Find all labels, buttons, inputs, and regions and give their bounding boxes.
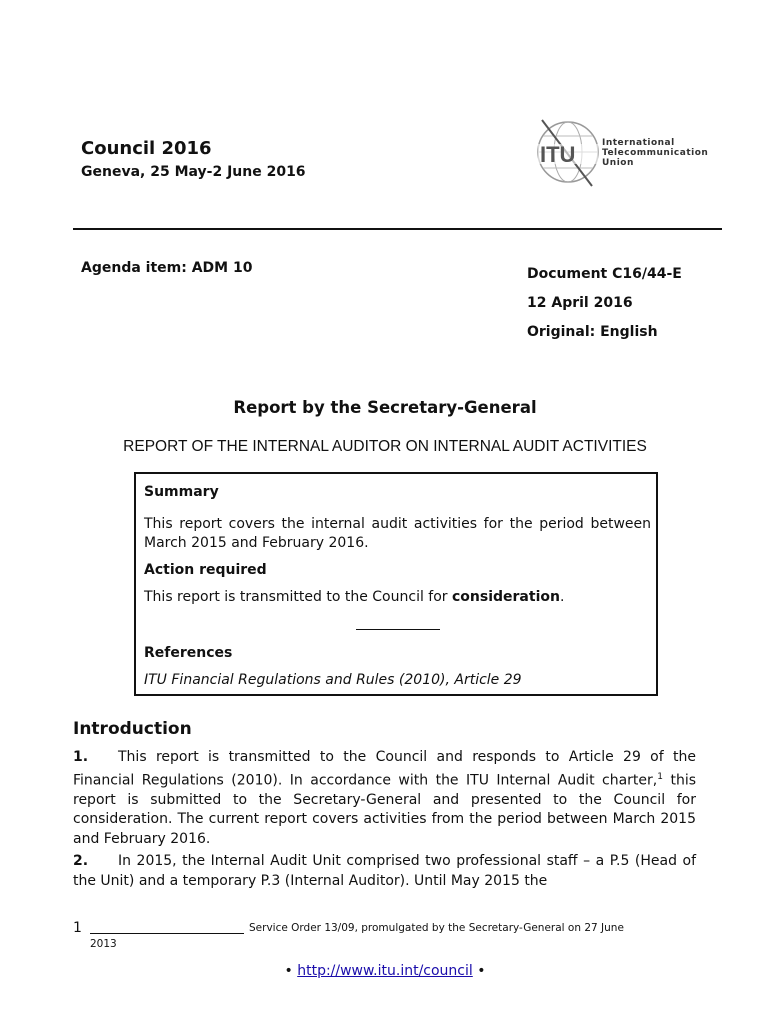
report-subject: REPORT OF THE INTERNAL AUDITOR ON INTERNAL AUDIT ACTIVITIES (123, 438, 647, 455)
references-heading: References (144, 645, 233, 661)
footnote-text-continued: 2013 (90, 938, 117, 950)
logo-line: Telecommunication (602, 148, 709, 158)
footnote-number: 1 (73, 920, 82, 936)
references-text: ITU Financial Regulations and Rules (2010), Article 29 (144, 672, 522, 688)
document-number: Document C16/44-E (527, 266, 682, 282)
summary-heading: Summary (144, 484, 219, 500)
header-divider (73, 228, 722, 230)
council-title: Council 2016 (81, 138, 212, 159)
bullet-icon: • (477, 963, 486, 979)
footnote-ref[interactable]: 1 (657, 771, 663, 782)
summary-box (134, 472, 658, 696)
itu-logo-acronym: ITU (540, 142, 576, 167)
document-original-language: Original: English (527, 324, 658, 340)
footer (0, 963, 770, 979)
action-text: This report is transmitted to the Council for consideration. (144, 589, 565, 605)
paragraph-1: 1. This report is transmitted to the Council and responds to Article 29 of the Financial Regulations (2010). In accordance with the ITU Internal Audit charter,$^1$ this report is submitted to the Secretary-General and presented to the Council for consideration. The current report covers activities from the period between March 2015 and February 2016. (73, 749, 696, 847)
paragraph-number: 1. (73, 749, 89, 765)
logo-line: International (602, 138, 675, 148)
agenda-item: Agenda item: ADM 10 (81, 260, 253, 276)
council-subtitle: Geneva, 25 May-2 June 2016 (81, 164, 306, 180)
introduction-heading: Introduction (73, 719, 192, 739)
council-link[interactable]: http://www.itu.int/council (297, 963, 473, 979)
report-title: Report by the Secretary-General (233, 398, 537, 417)
bullet-icon: • (284, 963, 293, 979)
footnote-text: Service Order 13/09, promulgated by the Secretary-General on 27 June (249, 922, 624, 934)
action-heading: Action required (144, 562, 267, 578)
footnote-separator (90, 933, 244, 934)
logo-line: Union (602, 158, 634, 168)
document-meta (527, 260, 682, 347)
document-date: 12 April 2016 (527, 295, 633, 311)
paragraph-2: 2. In 2015, the Internal Audit Unit comprised two professional staff – a P.5 (Head of the Unit) and a temporary P.3 (Internal Auditor). Until May 2015 the (73, 853, 696, 889)
summary-text: This report covers the internal audit activities for the period between March 2015 and February 2016. (144, 516, 651, 551)
action-emphasis: consideration (452, 589, 560, 605)
paragraph-number: 2. (73, 853, 89, 869)
summary-divider (356, 629, 440, 630)
itu-logo (530, 114, 720, 192)
